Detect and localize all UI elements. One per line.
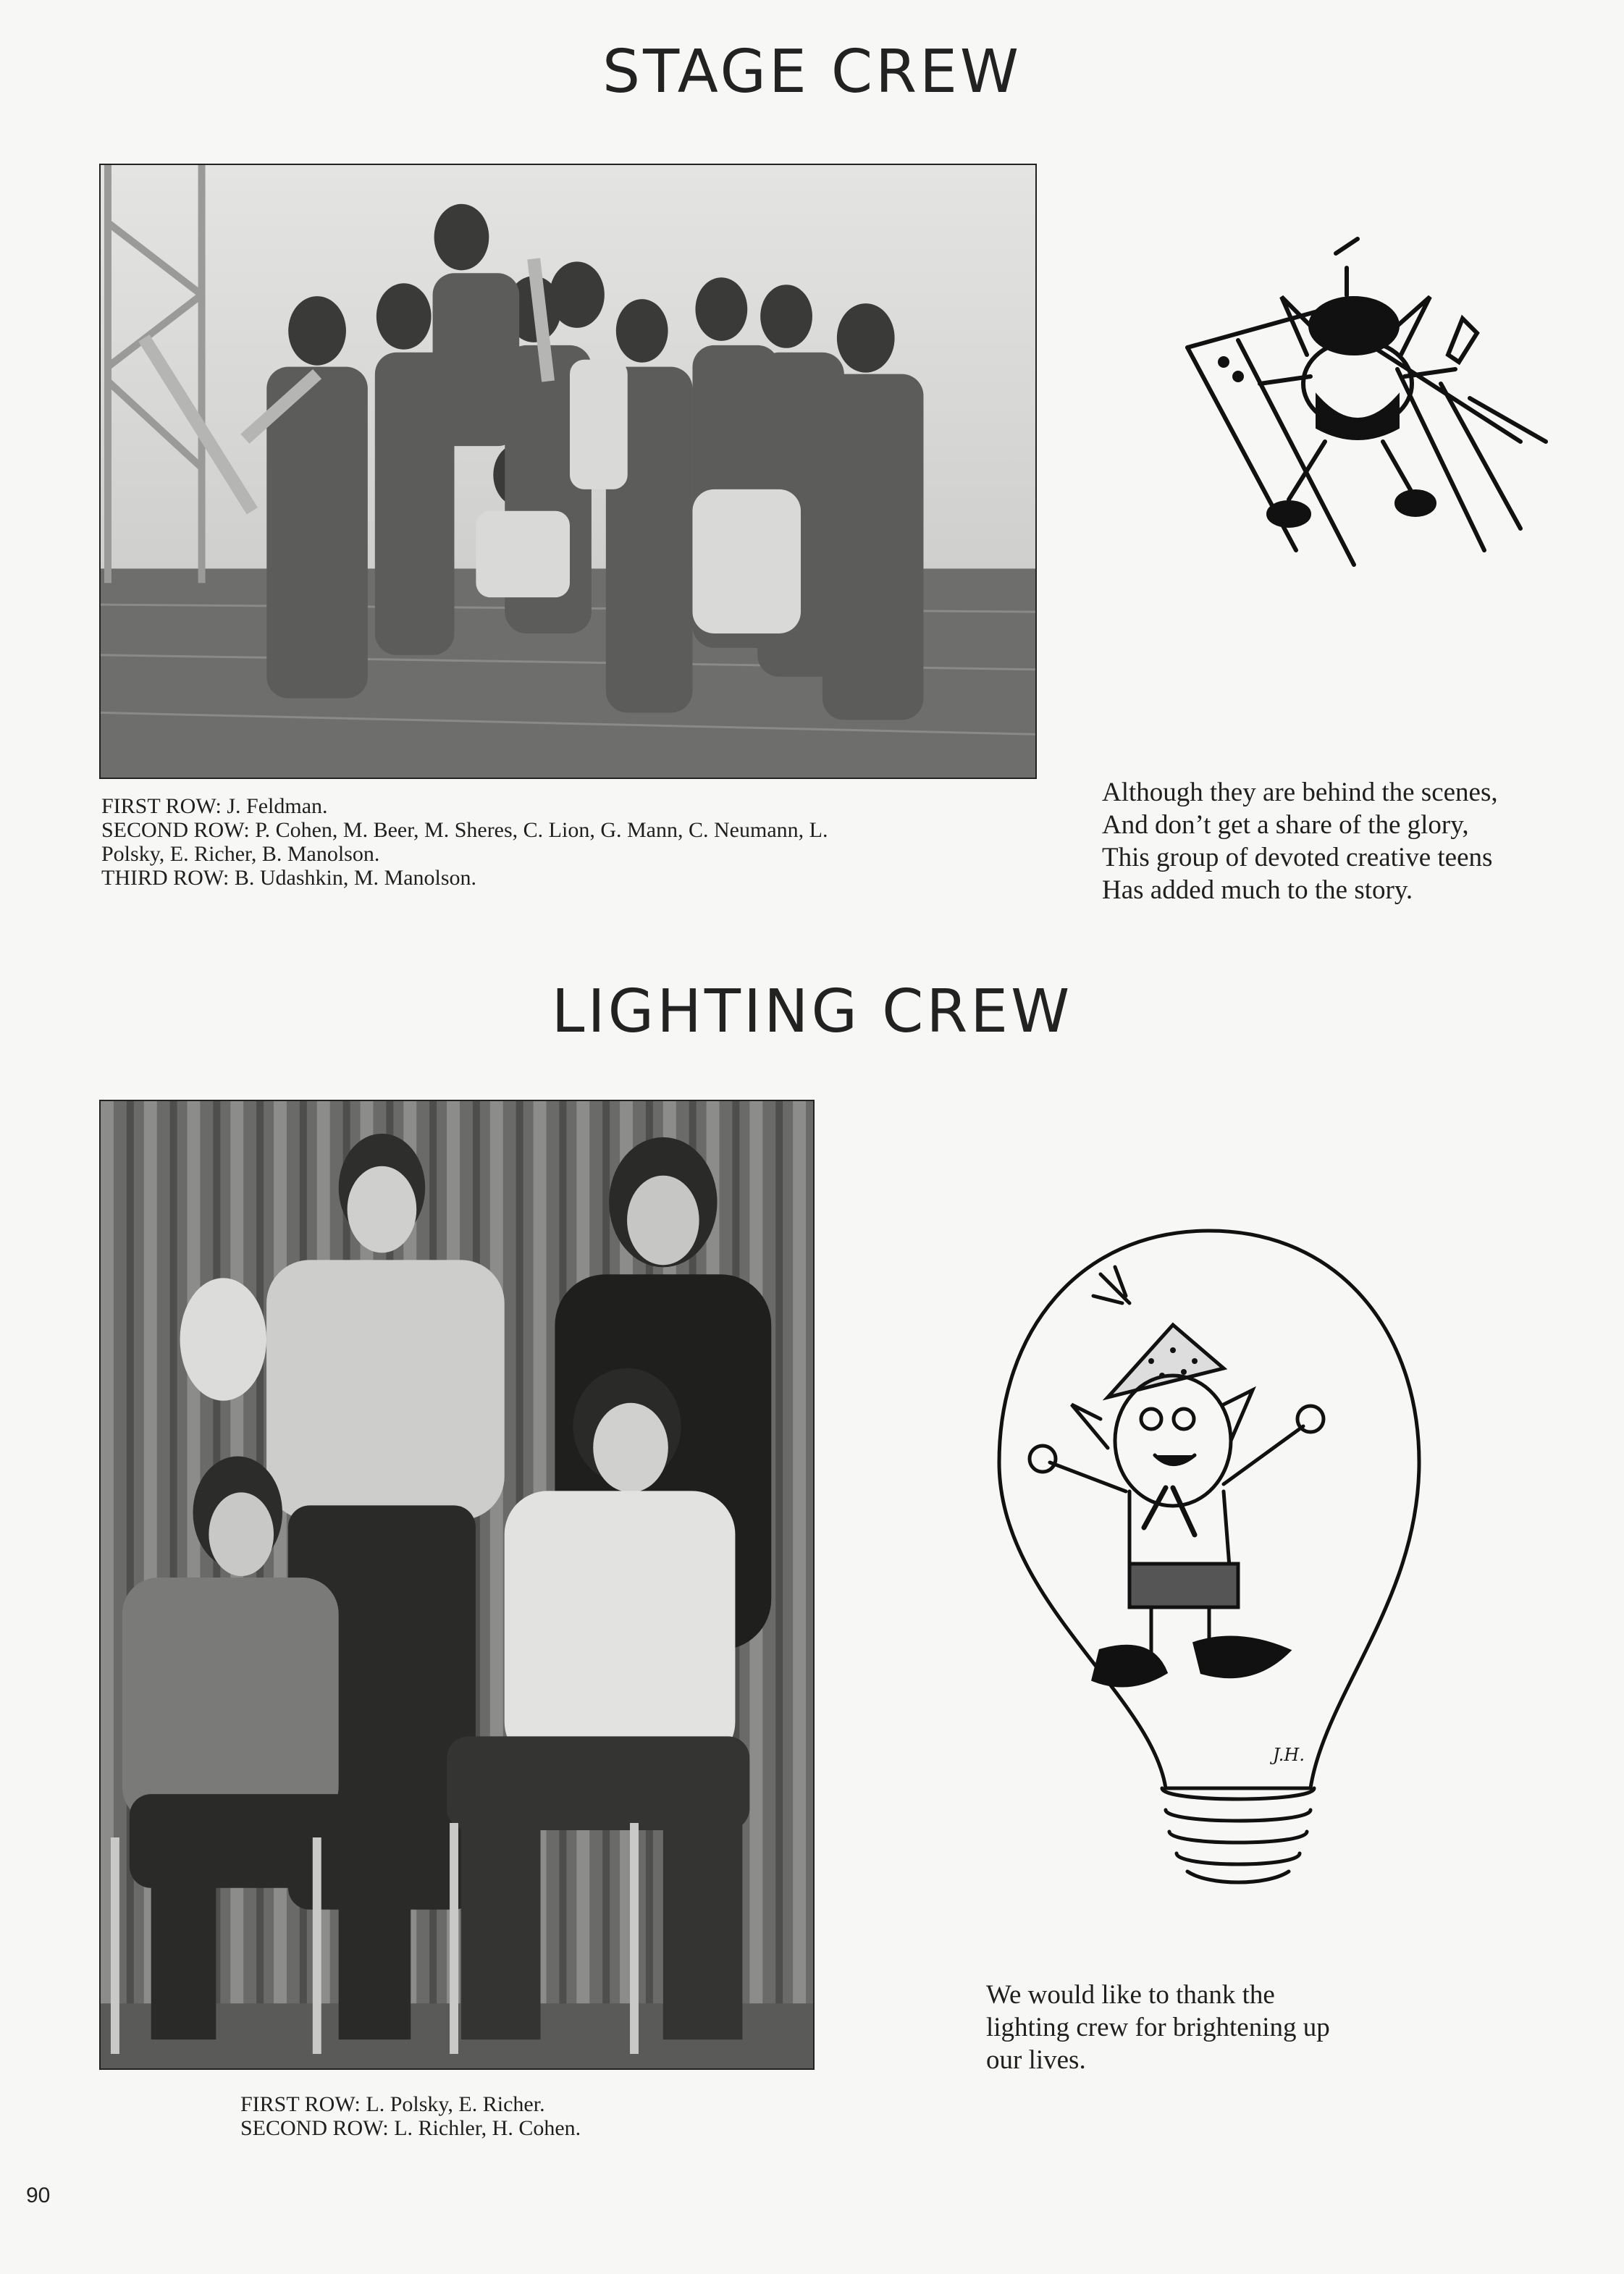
- stage-elf-drawing: [1180, 210, 1557, 579]
- caption-line: FIRST ROW: J. Feldman.: [101, 794, 328, 818]
- poem-line: This group of devoted creative teens: [1102, 843, 1493, 872]
- caption-line: SECOND ROW: P. Cohen, M. Beer, M. Sheres, C. Lion, G. Mann, C. Neumann, L.: [101, 818, 828, 842]
- page-number: 90: [26, 2184, 51, 2207]
- caption-line: THIRD ROW: B. Udashkin, M. Manolson.: [101, 866, 477, 890]
- artist-initials: J.H.: [1273, 1745, 1305, 1765]
- note-line: our lives.: [986, 2045, 1086, 2075]
- lightbulb-elf-drawing: [992, 1224, 1426, 1904]
- stage-crew-title: STAGE CREW: [602, 38, 1022, 106]
- note-line: We would like to thank the: [986, 1980, 1275, 2010]
- caption-line: Polsky, E. Richer, B. Manolson.: [101, 842, 380, 866]
- note-line: lighting crew for brightening up: [986, 2013, 1330, 2042]
- stage-crew-caption: [101, 794, 828, 890]
- poem-line: Although they are behind the scenes,: [1102, 778, 1498, 807]
- lighting-crew-photo: [99, 1100, 815, 2070]
- caption-line: SECOND ROW: L. Richler, H. Cohen.: [240, 2116, 581, 2140]
- caption-line: FIRST ROW: L. Polsky, E. Richer.: [240, 2092, 545, 2116]
- stage-crew-photo: [99, 164, 1037, 779]
- poem-line: And don’t get a share of the glory,: [1102, 810, 1469, 840]
- lighting-crew-title: LIGHTING CREW: [551, 977, 1073, 1046]
- lighting-crew-caption: [240, 2092, 581, 2140]
- stage-crew-poem: [1102, 776, 1498, 906]
- lighting-crew-note: [986, 1979, 1330, 2076]
- poem-line: Has added much to the story.: [1102, 875, 1413, 905]
